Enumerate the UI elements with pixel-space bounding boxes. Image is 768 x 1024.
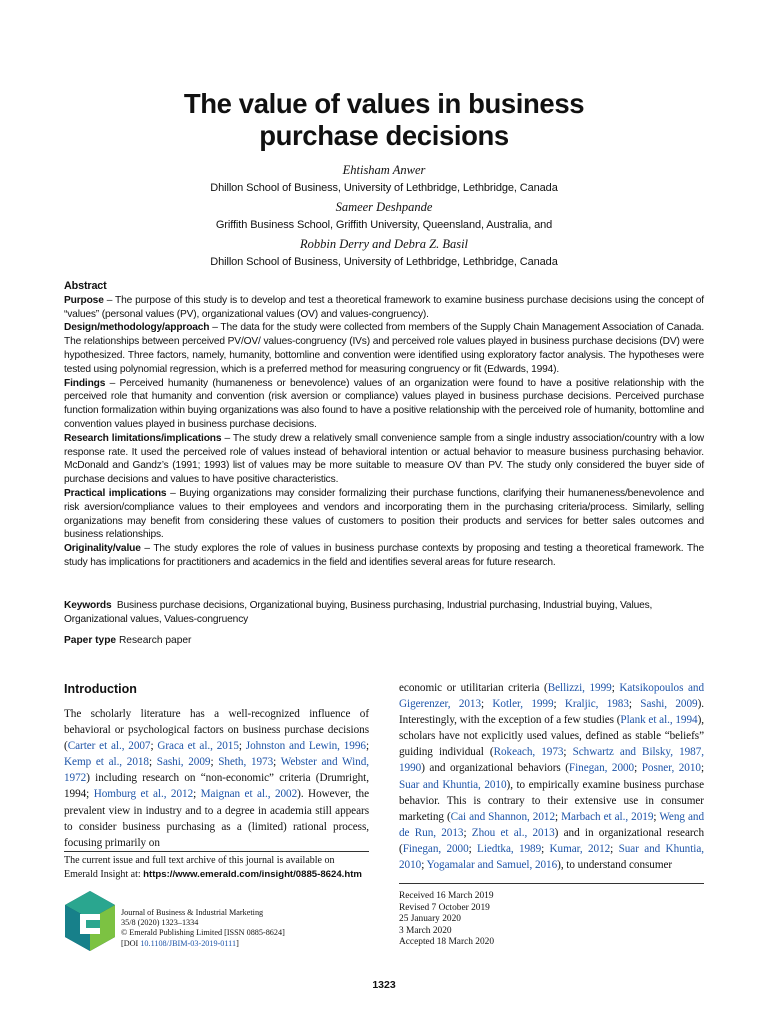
citation-link[interactable]: Webster and Wind, 1972 xyxy=(64,756,369,785)
author-name: Ehtisham Anwer xyxy=(342,163,426,177)
abstract-text: – The study drew a relatively small convenience sample from a single industry association/country with a low response rate. It used the perceived role of values instead of behavioral intention or actual behavior to measure business purchasing behavior. McDonald and Gandz’s (1991; 1993) list of values may be more suitable to measure OV than PV. The study only considered the buyer side of purchase decisions and values to have positive characteristics. xyxy=(64,432,704,486)
body-text-run: ; xyxy=(541,842,550,855)
body-text-run: ; xyxy=(481,698,493,711)
abstract-label: Findings xyxy=(64,377,106,389)
journal-name: Journal of Business & Industrial Marketing xyxy=(121,908,264,917)
citation-link[interactable]: Cai and Shannon, 2012 xyxy=(450,810,555,823)
citation-link[interactable]: Graca et al., 2015 xyxy=(157,740,239,753)
body-text-run: ) including research on “non-economic” criteria (Drumright, 1994; xyxy=(64,772,369,801)
keywords-text: Business purchase decisions, Organizational buying, Business purchasing, Industrial purchasing, Industrial buying, Values, Organizational values, Values-congruency xyxy=(64,600,653,625)
body-text-run: ; xyxy=(150,740,158,753)
citation-link[interactable]: Marbach et al., 2019 xyxy=(561,810,654,823)
abstract-purpose xyxy=(64,294,704,322)
author-affiliation: Dhillon School of Business, University of Lethbridge, Lethbridge, Canada xyxy=(210,256,558,268)
citation-link[interactable]: Bellizzi, 1999 xyxy=(547,682,612,694)
citation-link[interactable]: Johnston and Lewin, 1996 xyxy=(245,740,366,753)
paper-type-label: Paper type xyxy=(64,635,117,646)
body-text-run: ; xyxy=(653,810,660,823)
citation-link[interactable]: Plank et al., 1994 xyxy=(620,714,698,727)
citation-link[interactable]: Kumar, 2012 xyxy=(549,842,611,855)
history-divider xyxy=(399,883,704,884)
body-text-run: ; xyxy=(468,842,478,855)
abstract-label: Research limitations/implications xyxy=(64,432,222,444)
abstract-label: Design/methodology/approach xyxy=(64,322,210,334)
body-text-run: ; xyxy=(634,762,642,775)
abstract-text: – Perceived humanity (humaneness or benevolence) values of an organization were found to have a positive relationship with the perceived role that humanity and convention (risk aversion or compliance) values played in business purchase decisions. Perceived purchase function formalization within buying organizations was also found to have a positive relationship with the perceived role of humanity, bottomline and convention values played in business purchase decisions. xyxy=(64,377,704,430)
journal-volume: 35/8 (2020) 1323–1334 xyxy=(121,918,199,928)
author-affiliation: Dhillon School of Business, University of Lethbridge, Lethbridge, Canada xyxy=(210,182,558,194)
citation-link[interactable]: Kemp et al., 2018 xyxy=(64,756,149,769)
body-text-run: ). Interestingly, with the exception of a few studies ( xyxy=(399,698,704,727)
abstract-text: – The study explores the role of values in business purchase contexts by proposing and testing a theoretical framework. The study has implications for practitioners and academics in the field and identifies several areas for future research. xyxy=(64,543,704,568)
left-column xyxy=(64,680,369,851)
citation-link[interactable]: Katsikopoulos and Gigerenzer, 2013 xyxy=(399,682,705,711)
author-name: Robbin Derry and Debra Z. Basil xyxy=(299,237,469,251)
abstract xyxy=(64,280,704,570)
footnote xyxy=(64,854,369,881)
history-item: 25 January 2020 xyxy=(399,914,461,925)
title-line-1: The value of values in business xyxy=(183,88,585,119)
citation-link[interactable]: Sashi, 2009 xyxy=(156,756,211,769)
body-text-run: ; xyxy=(210,756,219,769)
body-paragraph xyxy=(64,706,369,851)
citation-link[interactable]: Suar and Khuntia, 2010 xyxy=(399,778,507,791)
abstract-design xyxy=(64,321,704,376)
body-text-run: ; xyxy=(365,740,369,753)
citation-link[interactable]: Zhou et al., 2013 xyxy=(471,826,555,839)
section-heading: Introduction xyxy=(64,682,137,696)
citation-link[interactable]: Maignan et al., 2002 xyxy=(200,788,298,801)
body-text-run: ; xyxy=(553,698,565,711)
body-text-run: ; xyxy=(700,762,704,775)
keywords-label: Keywords xyxy=(64,600,112,611)
body-text-run: ; xyxy=(628,698,641,711)
body-text-run: economic or utilitarian criteria ( xyxy=(399,682,548,694)
article-title xyxy=(0,88,768,152)
abstract-text: – The purpose of this study is to develop and test a theoretical framework to examine business purchase decisions using the concept of “values” (personal values (PV), organizational values (OV) and values-congruency). xyxy=(64,294,704,320)
citation-link[interactable]: Carter et al., 2007 xyxy=(67,740,151,753)
citation-link[interactable]: Homburg et al., 2012 xyxy=(93,788,194,801)
journal-url-link[interactable]: https://www.emerald.com/insight/0885-8624.htm xyxy=(143,868,362,880)
body-text-run: ), to understand consumer xyxy=(557,859,673,872)
body-text-run: ; xyxy=(421,859,427,872)
body-text-run: The scholarly literature has a well-recognized influence of behavioral or psychological factors on business purchase decisions ( xyxy=(64,708,369,753)
doi-prefix: [DOI xyxy=(121,938,141,948)
journal-info xyxy=(121,908,285,949)
footnote-divider xyxy=(64,851,369,852)
citation-link[interactable]: Finegan, 2000 xyxy=(568,762,635,775)
history-item: Revised 7 October 2019 xyxy=(399,902,490,913)
body-text-run: ; xyxy=(610,842,619,855)
citation-link[interactable]: Kotler, 1999 xyxy=(492,698,554,711)
paper-type-text: Research paper xyxy=(118,635,192,646)
title-line-2: purchase decisions xyxy=(259,120,509,151)
abstract-heading: Abstract xyxy=(64,280,107,292)
citation-link[interactable]: Weng and de Run, 2013 xyxy=(399,810,705,839)
abstract-label: Originality/value xyxy=(64,543,141,555)
abstract-text: – Buying organizations may consider formalizing their purchase functions, clarifying their humaneness/benevolence and risk aversion/compliance values to their employees and vendors and incorporating them in the purchasing criteria/process. Similarly, selling organizations may benefit from considering these values of customers to position their products and services for better sales outcomes and business relationships. xyxy=(64,487,704,541)
abstract-findings xyxy=(64,377,704,432)
abstract-label: Practical implications xyxy=(64,487,167,499)
citation-link[interactable]: Schwartz and Bilsky, 1987, 1990 xyxy=(399,746,704,775)
history-item: Received 16 March 2019 xyxy=(399,891,494,901)
citation-link[interactable]: Kraljic, 1983 xyxy=(564,698,629,711)
body-text-run: ; xyxy=(554,810,562,823)
body-text-run: ; xyxy=(563,746,573,759)
right-column xyxy=(399,680,704,873)
author-block xyxy=(0,161,768,272)
abstract-limitations xyxy=(64,432,704,487)
author-affiliation: Griffith Business School, Griffith University, Queensland, Australia, and xyxy=(215,219,553,231)
author-name: Sameer Deshpande xyxy=(335,200,433,214)
body-text-run: ) and in organizational research ( xyxy=(399,826,704,855)
citation-link[interactable]: Rokeach, 1973 xyxy=(493,746,564,759)
body-text-run: ) and organizational behaviors ( xyxy=(421,762,569,775)
body-text-run: ; xyxy=(463,826,472,839)
page-number: 1323 xyxy=(372,979,396,991)
citation-link[interactable]: Sashi, 2009 xyxy=(640,698,698,711)
citation-link[interactable]: Posner, 2010 xyxy=(641,762,701,775)
body-text-run: ; xyxy=(148,756,157,769)
paper-type xyxy=(64,634,191,648)
citation-link[interactable]: Liedtka, 1989 xyxy=(477,842,542,855)
footnote-text: The current issue and full text archive of this journal is available on Emerald Insight at: xyxy=(64,855,335,880)
journal-publisher: © Emerald Publishing Limited [ISSN 0885-8624] xyxy=(121,928,285,938)
doi-suffix: ] xyxy=(236,938,239,948)
doi-link[interactable]: 10.1108/JBIM-03-2019-0111 xyxy=(140,938,237,948)
abstract-practical xyxy=(64,487,704,542)
body-text-run: ; xyxy=(273,756,281,769)
body-paragraph xyxy=(399,680,704,873)
article-history xyxy=(399,891,494,949)
body-text-run: ), to empirically examine business purchase behavior. This is contrary to their extensive use in consumer marketing ( xyxy=(399,778,704,823)
body-text-run: ; xyxy=(193,788,201,801)
citation-link[interactable]: Sheth, 1973 xyxy=(218,756,274,769)
abstract-label: Purpose xyxy=(64,294,104,306)
body-text-run: ), scholars have not explicitly used values, defined as stable “beliefs” guiding individual ( xyxy=(399,714,704,759)
emerald-logo-icon xyxy=(64,890,116,956)
abstract-text: – The data for the study were collected from members of the Supply Chain Management Association of Canada. The relationships between perceived PV/OV/ values-congruency (IVs) and perceived role values played in business purchase decisions (DV) were hypothesized. Three factors, namely, humanity, bottomline and convention were identified using exploratory factor analysis. The hypotheses were tested using polynomial regression, which is a preferred method for measuring congruency or fit (Edwards, 1994). xyxy=(64,322,704,375)
history-item: Accepted 18 March 2020 xyxy=(399,937,495,948)
history-item: 3 March 2020 xyxy=(399,925,452,936)
citation-link[interactable]: Finegan, 2000 xyxy=(402,842,469,855)
body-text-run: ; xyxy=(238,740,246,753)
abstract-originality xyxy=(64,542,704,570)
body-text-run: ). However, the prevalent view in industry and to a degree in academia still appears to consider business purchasing as a (limited) rational process, focusing primarily on xyxy=(64,788,369,849)
citation-link[interactable]: Yogamalar and Samuel, 2016 xyxy=(426,859,558,872)
body-text-run: ; xyxy=(611,682,620,694)
keywords xyxy=(64,599,704,627)
journal-doi xyxy=(121,939,285,949)
citation-link[interactable]: Suar and Khuntia, 2010 xyxy=(399,842,704,872)
